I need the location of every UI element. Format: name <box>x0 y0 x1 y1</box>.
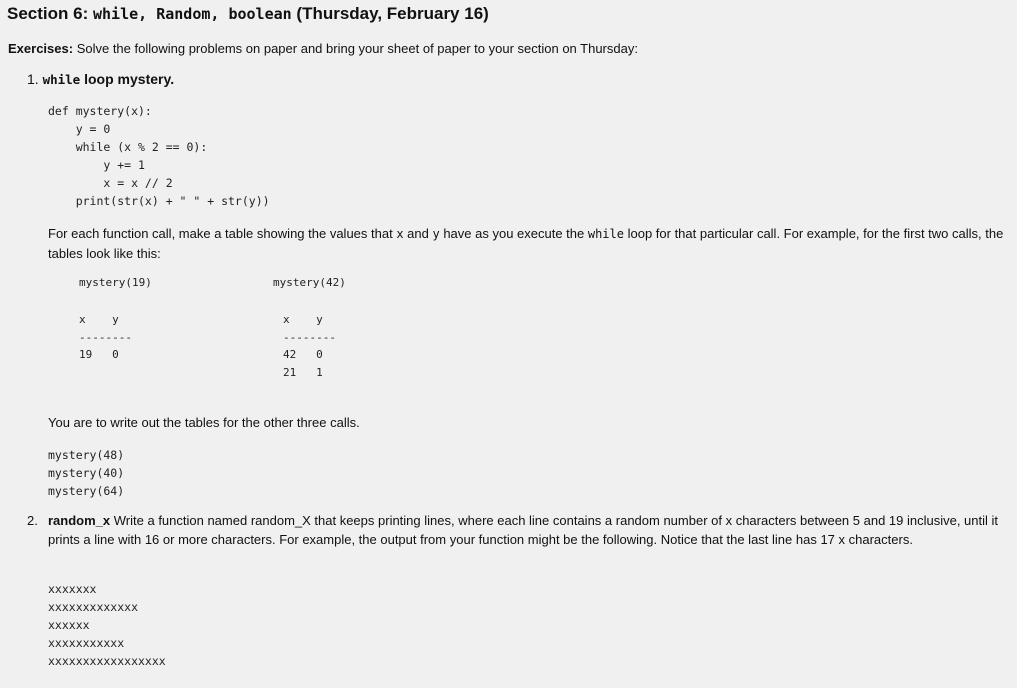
section-date: (Thursday, February 16) <box>296 4 489 23</box>
question-2-text: Write a function named random_X that keeps printing lines, where each line contains a random number of x characters between 5 and 19 inclusive, until it prints a line with 16 or more characters. For example, the output from your function might be the following. Notice that the last line has 17 x characters. <box>48 513 999 547</box>
question-1-keyword: while <box>42 72 81 87</box>
table-call: mystery(42) <box>273 276 346 289</box>
question-2-title: random_x <box>48 513 111 528</box>
code-line: def mystery(x): <box>48 104 152 118</box>
code-line: y = 0 <box>48 122 111 136</box>
remaining-instruction: You are to write out the tables for the other three calls. <box>48 415 360 430</box>
table-header: x y <box>79 313 119 326</box>
output-line: xxxxxx <box>48 618 90 632</box>
description-text: loop for that particular call. For example, for the first two calls, the tables look like this: <box>48 226 1004 261</box>
code-line: x = x // 2 <box>48 176 173 190</box>
code-line: print(str(x) + " " + str(y)) <box>48 194 270 208</box>
inline-code-while: while <box>587 227 624 241</box>
section-topics: while, Random, boolean <box>92 5 292 23</box>
table-row: 21 1 <box>283 366 323 379</box>
remaining-call: mystery(64) <box>48 484 125 498</box>
code-line: while (x % 2 == 0): <box>48 140 208 154</box>
table-row: 42 0 <box>283 348 323 361</box>
table-call: mystery(19) <box>79 276 152 289</box>
inline-code-x: x <box>396 227 404 241</box>
question-1-heading <box>27 71 174 87</box>
section-label: Section 6: <box>7 4 89 23</box>
remaining-call: mystery(40) <box>48 466 125 480</box>
inline-code-y: y <box>432 227 440 241</box>
output-line: xxxxxxxxxxx <box>48 636 125 650</box>
exercises-label: Exercises: <box>8 41 74 56</box>
description-text: For each function call, make a table showing the values that <box>48 226 397 241</box>
question-2-body <box>48 512 1012 549</box>
question-1-title: loop mystery. <box>84 71 175 87</box>
output-line: xxxxxxxxxxxxxxxxx <box>48 654 166 668</box>
table-row: 19 0 <box>79 348 119 361</box>
code-line: y += 1 <box>48 158 145 172</box>
question-1-description <box>48 224 1008 263</box>
table-header: x y <box>283 313 323 326</box>
exercises-intro <box>8 41 638 56</box>
exercises-text: Solve the following problems on paper and bring your sheet of paper to your section on Thursday: <box>76 41 638 56</box>
remaining-call: mystery(48) <box>48 448 125 462</box>
description-text: have as you execute the <box>439 226 588 241</box>
output-line: xxxxxxxxxxxxx <box>48 600 139 614</box>
table-rule: -------- <box>79 331 132 344</box>
description-text: and <box>403 226 433 241</box>
question-2-number: 2. <box>27 513 38 528</box>
output-line: xxxxxxx <box>48 582 97 596</box>
question-1-number: 1. <box>27 71 39 87</box>
table-rule: -------- <box>283 331 336 344</box>
page-title <box>7 4 489 24</box>
